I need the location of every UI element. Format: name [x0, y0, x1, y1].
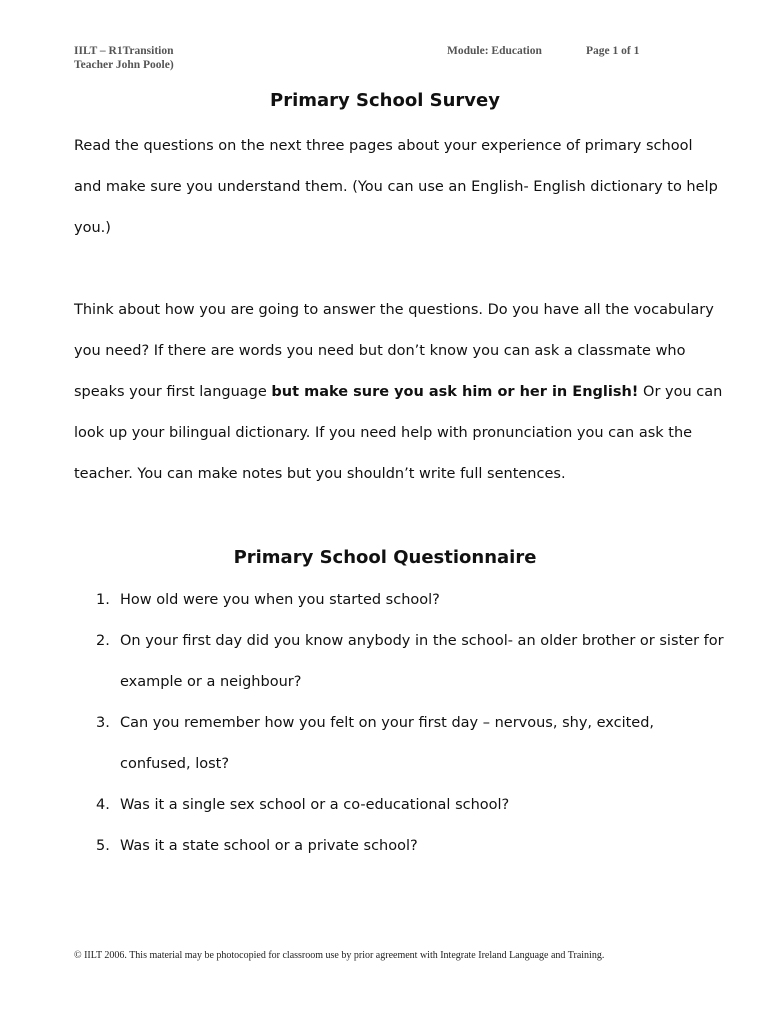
intro-paragraph: Read the questions on the next three pages about your experience of primary school and make sure you understand them. (You can use an English- English dictionary to help you.): [74, 138, 718, 236]
header-module: Module: Education: [447, 45, 542, 57]
question-text: Was it a state school or a private school?: [120, 838, 418, 854]
question-number: 4.: [96, 797, 110, 813]
question-number: 1.: [96, 592, 110, 608]
header-left: [74, 44, 174, 72]
instructions-emphasis: but make sure you ask him or her in English!: [271, 384, 639, 400]
header-teacher: Teacher John Poole): [74, 59, 174, 71]
question-list: [74, 580, 724, 867]
instructions-text-2: Or you can look up your bilingual dictionary. If you need help with pronunciation you can ask the teacher. You can make notes but you shouldn’t write full sentences.: [74, 384, 723, 482]
question-item: [74, 703, 724, 785]
questionnaire-title: Primary School Questionnaire: [233, 547, 537, 568]
page-title: Primary School Survey: [270, 90, 500, 111]
question-item: [74, 785, 724, 826]
header-course: IILT – R1Transition: [74, 45, 174, 57]
question-number: 3.: [96, 715, 110, 731]
question-item: [74, 826, 724, 867]
question-text: Can you remember how you felt on your first day – nervous, shy, excited, confused, lost?: [120, 715, 655, 772]
question-number: 5.: [96, 838, 110, 854]
question-text: How old were you when you started school?: [120, 592, 440, 608]
instructions-paragraph: [74, 290, 724, 495]
question-item: [74, 621, 724, 703]
question-item: [74, 580, 724, 621]
instructions-text-1: Think about how you are going to answer the questions. Do you have all the vocabulary you need? If there are words you need but don’t know you can ask a classmate who speaks your first language: [74, 302, 714, 400]
header-page-number: Page 1 of 1: [586, 45, 640, 57]
copyright-footer: © IILT 2006. This material may be photocopied for classroom use by prior agreement with Integrate Ireland Language and Training.: [74, 950, 605, 961]
question-number: 2.: [96, 633, 110, 649]
question-text: Was it a single sex school or a co-educational school?: [120, 797, 510, 813]
question-text: On your first day did you know anybody in the school- an older brother or sister for example or a neighbour?: [120, 633, 724, 690]
